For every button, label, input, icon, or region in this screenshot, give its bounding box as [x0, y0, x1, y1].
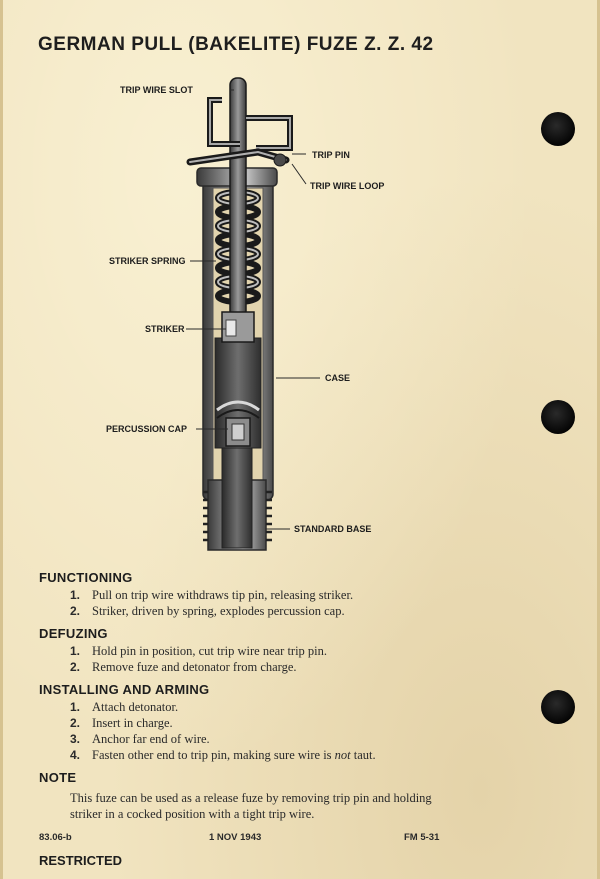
functioning-steps [70, 587, 353, 619]
trip-wire-loop [210, 100, 290, 148]
step-text: Anchor far end of wire. [92, 732, 210, 746]
note-heading: NOTE [39, 770, 77, 785]
step-number: 2. [70, 660, 81, 674]
step-text: Striker, driven by spring, explodes percussion cap. [92, 604, 345, 618]
defuzing-heading: DEFUZING [39, 626, 108, 641]
percussion-cap [226, 418, 250, 446]
label-case: CASE [325, 373, 351, 383]
list-item [70, 747, 376, 763]
defuzing-steps [70, 643, 327, 675]
step-text: Insert in charge. [92, 716, 173, 730]
step-text: Pull on trip wire withdraws tip pin, releasing striker. [92, 588, 354, 602]
step-number: 3. [70, 732, 81, 746]
list-item [70, 587, 353, 603]
step-number: 4. [70, 748, 81, 762]
list-item [70, 731, 376, 747]
list-item [70, 643, 327, 659]
list-item [70, 603, 353, 619]
step-number: 2. [70, 716, 81, 730]
page-title: GERMAN PULL (BAKELITE) FUZE Z. Z. 42 [38, 34, 434, 55]
step-text-after: taut. [350, 748, 376, 762]
installing-heading: INSTALLING AND ARMING [39, 682, 210, 697]
fuze-cutaway-diagram [0, 60, 600, 560]
step-text-before: Fasten other end to trip pin, making sure wire is [92, 748, 335, 762]
label-striker: STRIKER [145, 324, 185, 334]
functioning-heading: FUNCTIONING [39, 570, 133, 585]
step-text: Remove fuze and detonator from charge. [92, 660, 297, 674]
label-percussion-cap: PERCUSSION CAP [106, 424, 188, 434]
list-item [70, 715, 376, 731]
list-item [70, 699, 376, 715]
footer-manual: FM 5-31 [404, 832, 440, 843]
label-trip-pin: TRIP PIN [312, 150, 350, 160]
installing-steps [70, 699, 376, 763]
label-trip-wire-loop: TRIP WIRE LOOP [310, 181, 385, 191]
footer-code: 83.06-b [39, 832, 72, 843]
step-text: Hold pin in position, cut trip wire near trip pin. [92, 644, 328, 658]
classification-stamp: RESTRICTED [39, 853, 123, 868]
step-emphasis: not [334, 748, 351, 762]
footer-date: 1 NOV 1943 [209, 832, 262, 843]
step-number: 1. [70, 644, 81, 658]
step-number: 1. [70, 700, 81, 714]
step-text: Attach detonator. [92, 700, 179, 714]
label-striker-spring: STRIKER SPRING [109, 256, 186, 266]
list-item [70, 659, 327, 675]
step-number: 2. [70, 604, 81, 618]
label-standard-base: STANDARD BASE [294, 524, 372, 534]
note-text: This fuze can be used as a release fuze by removing trip pin and holding striker in a cocked position with a tight trip wire. [70, 791, 432, 821]
binder-hole-bottom [541, 690, 575, 724]
label-trip-wire-slot: TRIP WIRE SLOT [120, 85, 193, 95]
step-number: 1. [70, 588, 81, 602]
